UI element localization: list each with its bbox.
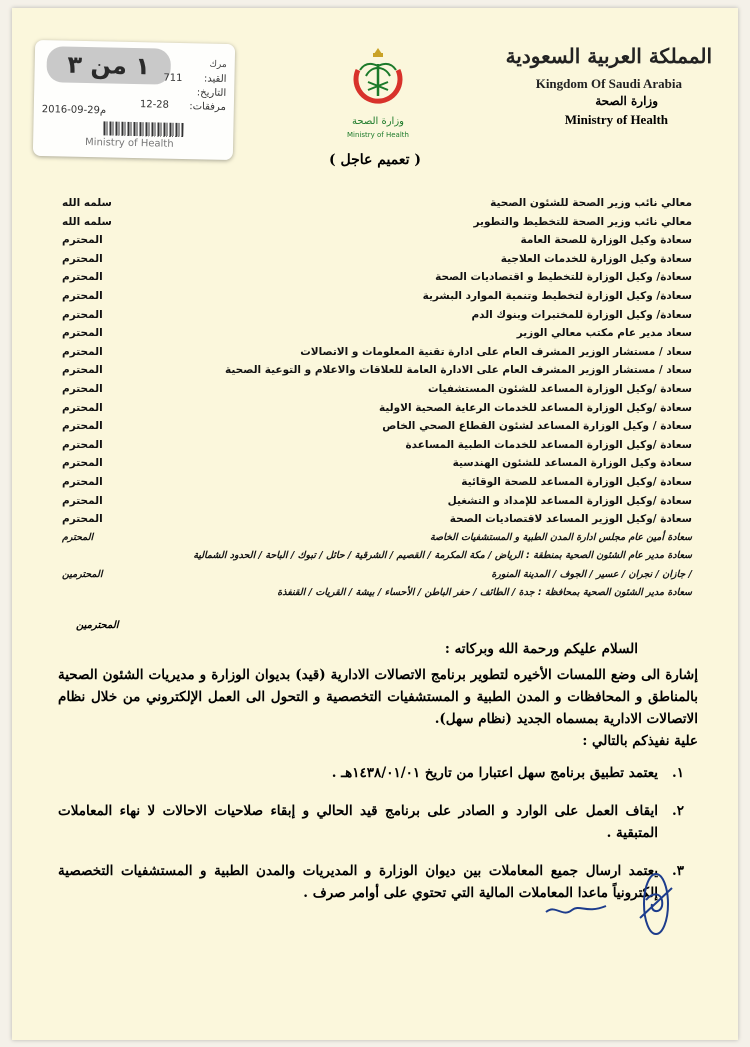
recipient-row (62, 510, 692, 529)
recipient-name: سعادة /وكيل الوزارة المساعد للخدمات الطبية المساعدة (405, 438, 692, 451)
recipient-honorific: المحترم (62, 513, 103, 526)
recipient-row (62, 231, 692, 250)
recipient-name: / جازان / نجران / عسير / الجوف / المدينة المنورة (491, 568, 692, 580)
recipient-honorific: المحترم (62, 327, 103, 340)
recipient-row (62, 194, 692, 213)
recipient-honorific: المحترم (62, 364, 103, 377)
directive-number: ٢. (672, 803, 684, 819)
recipient-name: سعادة وكيل الوزارة للخدمات العلاجية (500, 252, 692, 265)
recipient-row (62, 380, 692, 399)
barcode (103, 121, 183, 137)
greeting: السلام عليكم ورحمة الله وبركاته : (444, 641, 638, 657)
recipient-row (62, 436, 692, 455)
recipient-row (62, 250, 692, 269)
recipient-name: سعادة /وكيل الوزارة المساعد للإمداد و التشغيل (447, 494, 692, 507)
recipient-name: سعادة /وكيل الوزارة المساعد للخدمات الرعاية الصحية الاولية (379, 401, 692, 414)
recipient-name: سعاد / مستشار الوزير المشرف العام على الادارة العامة للعلاقات والاعلام و التوعية الصحية (225, 364, 692, 377)
recipient-row (62, 454, 692, 473)
recipient-honorific: المحترم (62, 457, 103, 470)
directive-item (58, 762, 698, 784)
letter-page (12, 8, 738, 1040)
directive-text: يعتمد ارسال جميع المعاملات بين ديوان الوزارة و المديريات والمدن الطبية و المستشفيات التخصصية إلكترونياً ماعدا المعاملات المالية التي تحتوي على أوامر صرف . (58, 863, 658, 901)
date-label: التاريخ: (196, 87, 227, 99)
recipient-name: سعادة /وكيل الوزارة المساعد للصحة الوقائية (461, 475, 692, 488)
recipient-name: سعادة أمين عام مجلس ادارة المدن الطبية و المستشفيات الخاصة (429, 531, 692, 543)
recipient-honorific: المحترم (62, 438, 103, 451)
recipient-row (62, 324, 692, 343)
ministry-logo (338, 40, 418, 144)
lead-line: علية نفيذكم بالتالي : (582, 733, 698, 749)
logo-caption-en: Ministry of Health (347, 131, 409, 139)
palm-crescent-icon (338, 40, 418, 116)
recipient-row (62, 361, 692, 380)
kingdom-title-ar: المملكة العربية السعودية (505, 44, 712, 68)
recipient-honorific: المحترم (62, 308, 103, 321)
recipient-row (62, 399, 692, 418)
recipient-row (62, 213, 692, 232)
recipient-honorific: سلمه الله (62, 197, 112, 209)
recipient-name: معالي نائب وزير الصحة للشئون الصحية (490, 197, 692, 209)
recipient-honorific: المحترم (62, 271, 103, 284)
recipient-honorific: المحترم (62, 494, 103, 507)
letter-body (58, 638, 698, 920)
ref-label: القيد: (203, 73, 227, 85)
recipient-name: سعادة /وكيل الوزارة المساعد للشئون المستشفيات (428, 382, 692, 395)
recipient-row (62, 417, 692, 436)
recipient-row (62, 547, 692, 566)
recipient-row (62, 566, 692, 585)
recipient-row (62, 343, 692, 362)
recipient-honorific: المحترمين (62, 568, 103, 580)
stamp-ministry: Ministry of Health (84, 136, 174, 150)
recipient-honorific: المحترم (62, 345, 103, 358)
ministry-title-ar: وزارة الصحة (595, 94, 658, 108)
date-gregorian-suffix: م (99, 105, 107, 117)
ref-value: 711 (163, 72, 183, 85)
recipient-name: سعاد / مستشار الوزير المشرف العام على ادارة تقنية المعلومات و الاتصالات (300, 345, 692, 358)
recipient-name: سعادة مدير عام الشئون الصحية بمنطقة : الرياض / مكة المكرمة / القصيم / الشرقية / حائل / تبوك / الباحة / الحدود الشمالية (193, 550, 692, 562)
recipient-honorific: المحترم (62, 531, 94, 543)
recipient-row (62, 492, 692, 511)
recipient-name: سعادة مدير الشئون الصحية بمحافظة : جدة / الطائف / حفر الباطن / الأحساء / بيشة / القريات / القنفذة (277, 587, 692, 599)
recipient-row (62, 268, 692, 287)
recipient-name: معالي نائب وزير الصحة للتخطيط والتطوير (473, 215, 692, 228)
recipient-name: سعادة وكيل الوزارة المساعد للشئون الهندسية (452, 457, 692, 470)
kingdom-title-en: Kingdom Of Saudi Arabia (535, 76, 682, 91)
date-gregorian (42, 104, 107, 116)
logo-caption-ar: وزارة الصحة (352, 116, 404, 127)
recipient-honorific: المحترم (62, 382, 103, 395)
attachments-label: مرفقات: (189, 101, 226, 113)
page-count-tag: ١ من ٣ (46, 46, 171, 85)
ministry-title-en: Ministry of Health (564, 112, 668, 127)
recipient-row (62, 287, 692, 306)
signature (632, 870, 682, 940)
date-gregorian-value: 2016-09-29 (41, 104, 101, 117)
recipient-row (62, 584, 692, 603)
recipient-row (62, 306, 692, 325)
recipient-last-honorific: المحترمين (76, 620, 119, 631)
intro-paragraph: إشارة الى وضع اللمسات الأخيره لتطوير برنامج الاتصالات الادارية (قيد) بديوان الوزارة و مديريات الشئون الصحية بالمناطق و المحافظات و المدن الطبية و المستشفيات التخصصية و التحول الى العمل الإلكتروني من خلال نظام الاتصالات الادارية بمسماه الجديد (نظام سهل). (58, 667, 698, 727)
directive-item (58, 800, 698, 844)
recipient-honorific: المحترم (62, 475, 103, 488)
recipient-row (62, 473, 692, 492)
recipient-list (62, 194, 692, 603)
directive-text: ايقاف العمل على الوارد و الصادر على برنامج قيد الحالي و إبقاء صلاحيات الاحالات لا نهاء المعاملات المتبقية . (58, 803, 658, 841)
recipient-name: سعادة / وكيل الوزارة المساعد لشئون القطاع الصحي الخاص (382, 420, 692, 433)
letter-subject: ( تعميم عاجل ) (328, 152, 422, 168)
recipient-name: سعادة/ وكيل الوزارة للتخطيط و اقتصاديات الصحة (435, 271, 692, 284)
recipient-name: سعادة وكيل الوزارة للصحة العامة (520, 234, 692, 247)
directive-list (58, 762, 698, 904)
registration-stamp (33, 40, 235, 160)
recipient-honorific: سلمه الله (62, 215, 112, 228)
recipient-honorific: المحترم (62, 289, 103, 302)
recipient-name: سعادة/ وكيل الوزارة لتخطيط وتنمية الموارد البشرية (422, 289, 692, 302)
recipient-name: سعادة/ وكيل الوزارة للمختبرات وبنوك الدم (471, 308, 692, 321)
initials-signature (542, 892, 612, 922)
recipient-row (62, 529, 692, 548)
directive-number: ٣. (672, 863, 684, 879)
stamp-corner-text: مرك (209, 59, 227, 70)
recipient-name: سعادة /وكيل الوزير المساعد لاقتصاديات الصحة (449, 513, 692, 526)
recipient-honorific: المحترم (62, 401, 103, 414)
date-hijri: 12-28 (139, 99, 170, 111)
recipient-honorific: المحترم (62, 252, 103, 265)
directive-number: ١. (672, 765, 684, 781)
recipient-honorific: المحترم (62, 420, 103, 433)
directive-text: يعتمد تطبيق برنامج سهل اعتبارا من تاريخ ١٤٣٨/٠١/٠١هـ . (331, 765, 658, 781)
recipient-name: سعاد مدير عام مكتب معالي الوزير (516, 327, 692, 340)
recipient-honorific: المحترم (62, 234, 103, 247)
